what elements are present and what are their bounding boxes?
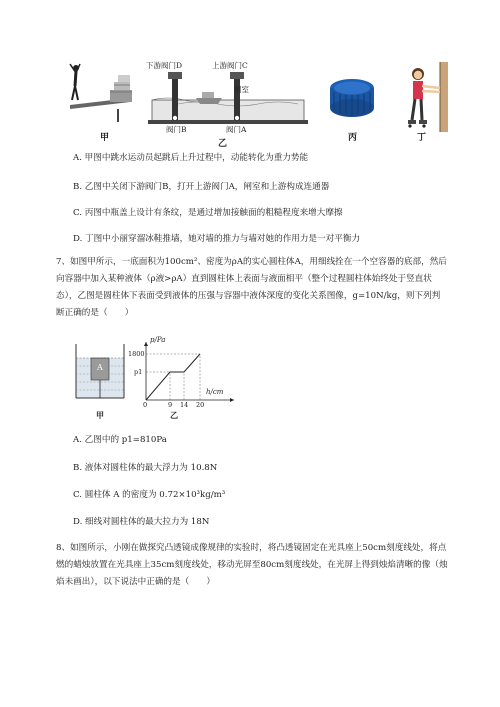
q6-option-b: B. 乙图中关闭下游阀门B，打开上游阀门A，闸室和上游构成连通器 [73, 182, 330, 192]
bottle-cap-figure [326, 74, 378, 124]
q7-option-b: B. 液体对圆柱体的最大浮力为 10.8N [73, 463, 218, 473]
q7-y-axis-label: p/Pa [150, 336, 166, 344]
q8-stem: 8、如图所示，小刚在做探究凸透镜成像规律的实验时，将凸透镜固定在光具座上50cm刻度线处，将点燃的蜡烛放置在光具座上35cm刻度线处，移动光屏至80cm刻度线处，在光屏上得到烛焰清晰的像（烛焰未画出），以下说法中正确的是（ ） [56, 543, 448, 587]
q6-option-a: A. 甲图中跳水运动员起跳后上升过程中，动能转化为重力势能 [73, 153, 309, 163]
fig-label-yi: 乙 [218, 139, 228, 149]
label-downstream-gate: 下游阀门D [146, 61, 183, 70]
q7-option-a: A. 乙图中的 p1=810Pa [73, 435, 167, 445]
q7-fig-label-jia: 甲 [96, 410, 104, 420]
label-valve-b: 阀门B [166, 125, 187, 134]
fig-label-ding: 丁 [417, 133, 427, 143]
q7-x-tick-9: 9 [168, 401, 173, 409]
label-valve-a: 阀门A [226, 125, 247, 134]
label-lock-chamber: 闸室 [234, 85, 249, 94]
q7-x-tick-0: 0 [143, 401, 148, 409]
q7-option-c: C. 圆柱体 A 的密度为 0.72×10³kg/m³ [73, 490, 226, 500]
diver-figure [60, 60, 140, 135]
q7-stem: 7、如图甲所示，一底面积为100cm²、密度为ρA的实心圆柱体A，用细线拴在一个空容器的底部，然后向容器中加入某种液体（ρ液>ρA）直到圆柱体上表面与液面相平（整个过程圆柱体始终处于竖直状态），乙图是圆柱体下表面受到液体的压强与容器中液体深度的变化关系图像，g=10N/kg，则下列判断正确的是（ ） [56, 257, 447, 318]
fig-label-jia: 甲 [100, 133, 110, 143]
q7-option-d: D. 细线对圆柱体的最大拉力为 18N [73, 517, 210, 527]
q6-option-c: C. 丙图中瓶盖上设计有条纹，是通过增加接触面的粗糙程度来增大摩擦 [73, 208, 343, 218]
fig-label-bing: 丙 [348, 133, 358, 143]
q7-container-figure [72, 340, 128, 406]
q7-x-tick-20: 20 [196, 401, 205, 409]
q6-option-d: D. 丁图中小丽穿溜冰鞋推墙，她对墙的推力与墙对她的作用力是一对平衡力 [73, 234, 361, 244]
q7-x-tick-14: 14 [180, 401, 189, 409]
girl-wall-figure [400, 62, 448, 132]
q7-fig-label-yi: 乙 [170, 410, 178, 420]
q7-block-label: A [97, 363, 103, 372]
q7-y-tick-1800: 1800 [128, 350, 145, 358]
q6-figure-row [60, 60, 450, 150]
q7-y-tick-p1: p1 [134, 368, 143, 376]
label-upstream-gate: 上游阀门C [212, 61, 248, 70]
q7-x-axis-label: h/cm [206, 388, 224, 396]
